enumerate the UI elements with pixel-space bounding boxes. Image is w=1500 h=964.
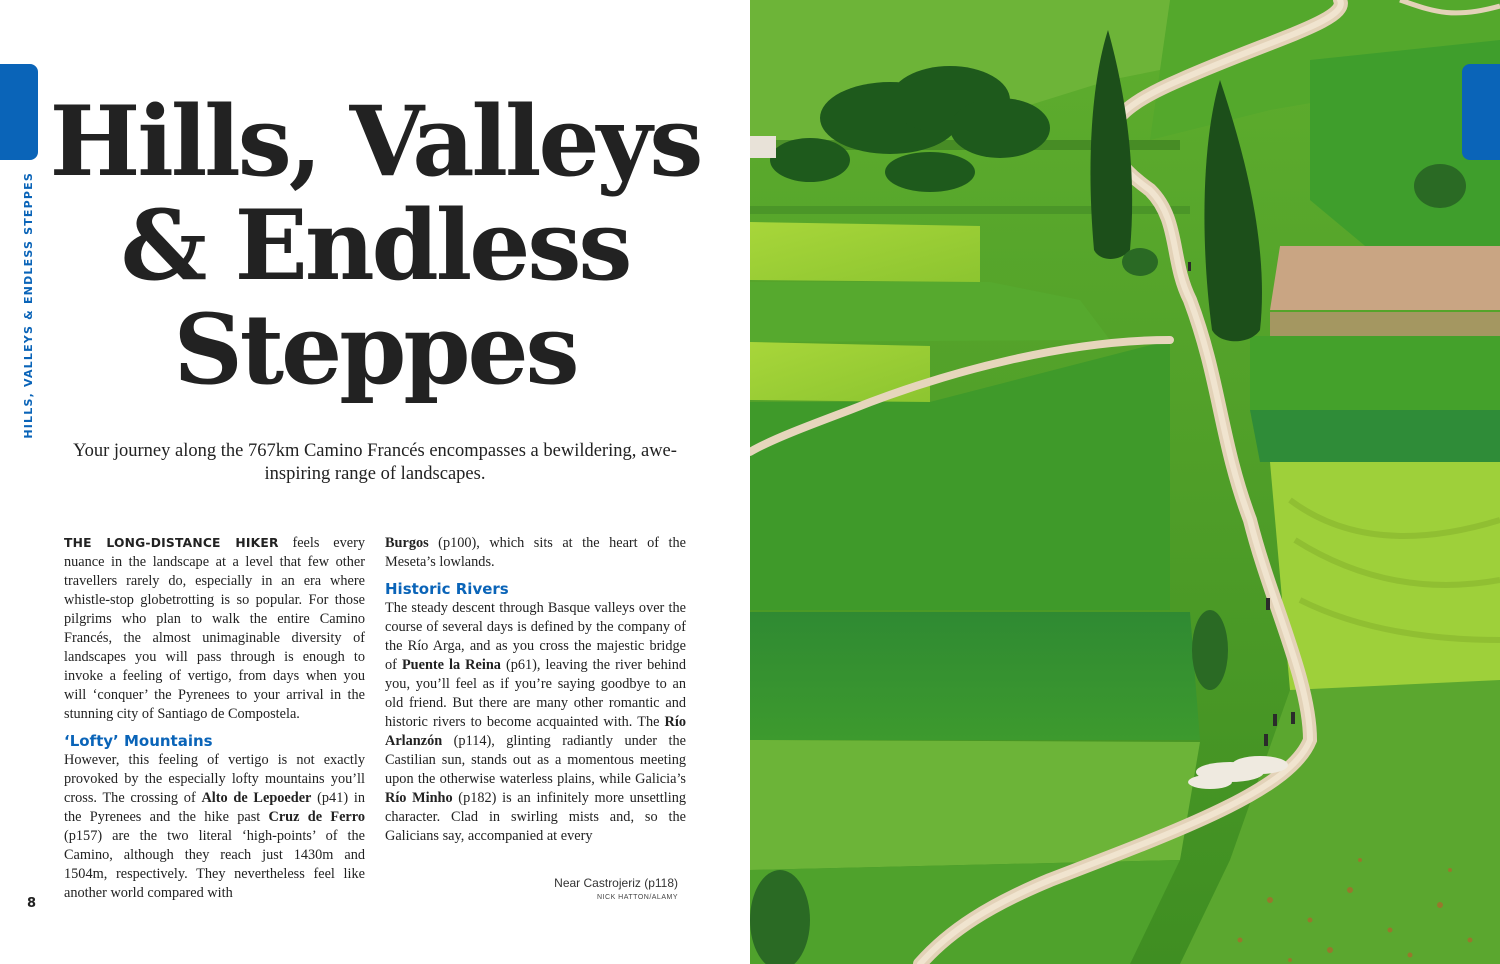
place-cruz-de-ferro: Cruz de Ferro bbox=[268, 809, 365, 825]
section-tab bbox=[0, 64, 38, 160]
text-column-2 bbox=[385, 534, 686, 846]
section-side-label-text: HILLS, VALLEYS & ENDLESS STEPPES bbox=[22, 172, 35, 439]
caption-text: Near Castrojeriz (p118) bbox=[554, 876, 678, 890]
title-line-1: Hills, Valleys bbox=[49, 85, 701, 198]
place-puente-la-reina: Puente la Reina bbox=[401, 657, 501, 673]
photo-credit: NICK HATTON/ALAMY bbox=[597, 894, 678, 901]
paragraph-intro-text: feels every nuance in the landscape at a level that few other travellers rarely do, especially in an era where whistle-stop globetrotting is so popular. For those pilgrims who plan to walk the entire Camino Francés, the almost unimaginable diversity of landscapes you will pass through is enough to invoke a feeling of vertigo, from days when you will ‘conquer’ the Pyrenees to your arrival in the stunning city of Santiago de Compostela. bbox=[64, 535, 366, 722]
landscape-photo bbox=[750, 0, 1500, 964]
paragraph-rivers bbox=[385, 599, 686, 846]
place-rio-arlanzon: Río Arlanzón bbox=[385, 714, 686, 749]
section-tab-right bbox=[1462, 64, 1500, 160]
heading-lofty-mountains: ‘Lofty’ Mountains bbox=[64, 732, 213, 750]
intro-standfirst: Your journey along the 767km Camino Francés encompasses a bewildering, awe-inspiring range of landscapes. bbox=[73, 441, 677, 484]
text-span: However, this feeling of vertigo is not exactly provoked by the especially lofty mountains you’ll cross. The crossing of bbox=[64, 752, 365, 806]
title-line-2: & Endless bbox=[120, 189, 630, 302]
page-number: 8 bbox=[27, 896, 37, 911]
heading-historic-rivers: Historic Rivers bbox=[385, 580, 509, 598]
text-span: (p61), leaving the river behind you, you’ll feel as if you’re saying goodbye to an old friend. But there are many other romantic and historic rivers to become acquainted with. The bbox=[385, 657, 687, 730]
lead-in: THE LONG-DISTANCE HIKER bbox=[64, 536, 279, 550]
place-alto-de-lepoeder: Alto de Lepoeder bbox=[201, 790, 312, 806]
text-column-1 bbox=[64, 534, 365, 903]
place-rio-minho: Río Minho bbox=[385, 790, 453, 806]
section-side-label bbox=[22, 172, 35, 439]
text-span: (p114), glinting radiantly under the Castilian sun, stands out as a momentous meeting upon the otherwise waterless plains, while Galicia’s bbox=[385, 733, 686, 787]
paragraph-burgos bbox=[385, 534, 686, 572]
title-line-3: Steppes bbox=[173, 293, 577, 406]
place-burgos: Burgos bbox=[385, 535, 429, 551]
photo-caption bbox=[554, 876, 678, 901]
text-span: (p157) are the two literal ‘high-points’ of the Camino, although they reach just 1430m and 1504m, respectively. They nevertheless feel like another world compared with bbox=[64, 828, 365, 901]
text-span: (p100), which sits at the heart of the Meseta’s lowlands. bbox=[385, 535, 686, 570]
right-page bbox=[750, 0, 1500, 964]
page-title bbox=[40, 85, 710, 406]
text-span: The steady descent through Basque valleys over the course of several days is defined by the company of the Río Arga, and as you cross the majestic bridge of bbox=[385, 600, 686, 673]
text-span: (p182) is an infinitely more unsettling character. Clad in swirling mists and, so the Galicians say, accompanied at every bbox=[385, 790, 686, 844]
text-span: (p41) in the Pyrenees and the hike past bbox=[64, 790, 365, 825]
paragraph-mountains bbox=[64, 751, 365, 903]
paragraph-intro bbox=[64, 534, 365, 724]
